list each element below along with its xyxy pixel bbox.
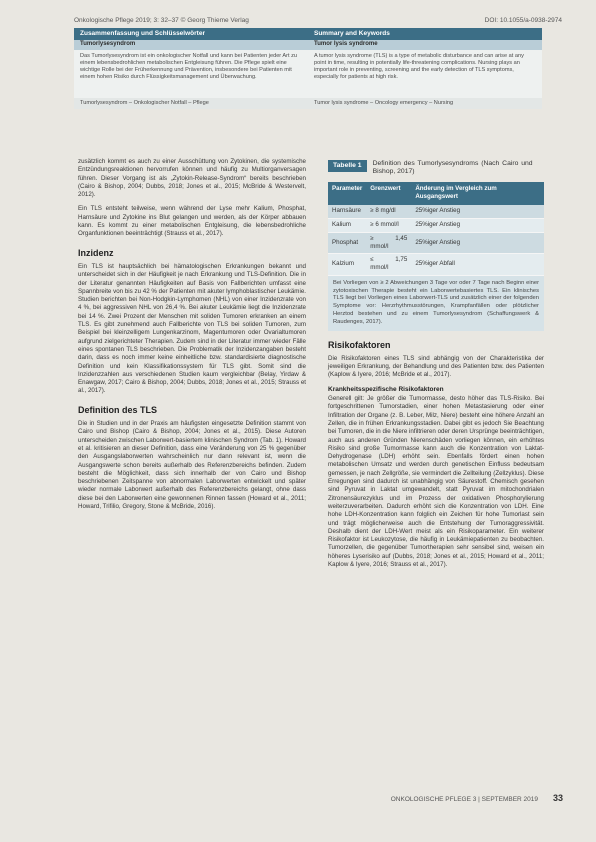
- table-header-row: [328, 182, 544, 205]
- table-cell: 25%iger Abfall: [411, 254, 544, 276]
- table-cell: ≥ 6 mmol/l: [366, 218, 411, 232]
- summary-title-en: Tumor lysis syndrome: [314, 41, 378, 47]
- page-number: 33: [552, 793, 563, 803]
- subsection-heading-krankheit: Krankheitsspezifische Risikofaktoren: [328, 385, 444, 393]
- section-heading-inzidenz: Inzidenz: [78, 247, 114, 258]
- paragraph: Die Risikofaktoren eines TLS sind abhängig von der Charakteristika der jeweiligen Erkrankung, der Behandlung und des Patienten bzw. des Patienten (Kaplow & Iyere, 2016; McBride et al., 2017).: [328, 354, 544, 379]
- summary-text-de: Das Tumorlysesyndrom ist ein onkologischer Notfall und kann bei Patienten jeder Art zu einem lebensbedrohlichen metabolischen Entgleisung führen. Die Pflege spielt eine wichtige Rolle bei der Früherkennung und Prävention, insbesondere bei Patienten mit einem hohen Risiko durch Flüssigkeitsmanagement und Überwachung.: [80, 53, 298, 80]
- table-row: [328, 205, 544, 219]
- table-title: Definition des Tumorlysesyndroms (Nach Cairo und Bishop, 2017): [372, 160, 533, 175]
- summary-heading-row: [74, 28, 542, 40]
- table-cell: Phosphat: [328, 232, 366, 254]
- summary-text-en: A tumor lysis syndrome (TLS) is a type of metabolic disturbance and can arise at any point in time, resulting in potentially life-threatening complications. Nursing plays an important role in preventing, screening and the early detection of TLS symptoms, especially for patients at high risk.: [314, 53, 524, 80]
- right-column: [328, 160, 544, 575]
- table-cell: ≥ 8 mg/dl: [366, 205, 411, 219]
- table-cell: ≥ 1,45 mmol/l: [366, 232, 411, 254]
- table-cell: 25%iger Anstieg: [411, 232, 544, 254]
- table-cell: Harnsäure: [328, 205, 366, 219]
- running-footer: ONKOLOGISCHE PFLEGE 3 | SEPTEMBER 2019: [390, 796, 538, 803]
- summary-subheading-row: [74, 40, 542, 50]
- summary-text-row: [74, 50, 542, 98]
- table-header-cell: Änderung im Vergleich zum Ausgangswert: [411, 182, 544, 205]
- summary-title-de: Tumorlysesyndrom: [80, 41, 136, 47]
- keywords-de: Tumorlysesyndrom – Onkologischer Notfall – Pflege: [80, 100, 209, 106]
- paragraph: Die in Studien und in der Praxis am häufigsten eingesetzte Definition stammt von Cairo und Bishop (Cairo & Bishop, 2004; Jones et al., 2015). Diese Autoren unterscheiden zwischen Laborwert-basiertem klinischen Syndrom (Tab. 1). Howard et al. kritisieren an dieser Definition, dass eine Veränderung von 25 % gegenüber den Ausgangslaborwerten wahrscheinlich nur dann relevant ist, wenn die Ausgangswerte schon bereits außerhalb des Referenzbereichs befinden. Zudem besteht die Möglichkeit, dass sich innerhalb der von Cairo und Bishop beschriebenen Zeitspanne von abnormalen Laborwerten entwickelt und später wieder normale Laborwert außerhalb des Referenzbereichs gelangt, ohne dass diese bei den Laborwerten eine gewonnenen Rinnen fassen (Howard et al., 2011; Howard, Trifilio, Gregory, Stone & McBride, 2016).: [78, 420, 306, 510]
- paragraph: zusätzlich kommt es auch zu einer Ausschüttung von Zytokinen, die systemische Entzündungsreaktionen hervorrufen können und häufig zu Multiorganversagen führen. Dieser Vorgang ist als „Zytokin-Release-Syndrom“ bereits beschrieben (Cairo & Bishop, 2004; Dubbs, 2018; Jones et al., 2015; McBride & Westervelt, 2012).: [78, 158, 306, 199]
- table-cell: ≤ 1,75 mmol/l: [366, 254, 411, 276]
- running-header-doi: DOI: 10.1055/a-0938-2974: [484, 17, 562, 24]
- table-cell: Kalzium: [328, 254, 366, 276]
- summary-heading-en: Summary and Keywords: [314, 30, 390, 37]
- table-cell: 25%iger Anstieg: [411, 218, 544, 232]
- table-cell: Kalium: [328, 218, 366, 232]
- summary-keywords-row: [74, 98, 542, 109]
- paragraph: Ein TLS entsteht teilweise, wenn während der Lyse mehr Kalium, Phosphat, Harnsäure und Zytokine ins Blut gelangen und werden, als der Körper abbauen kann. Es kommt zu einer metabolischen Entgleisung, die lebensbedrohliche Organfunktionen beeinträchtigt (Strauss et al., 2017).: [78, 205, 306, 238]
- paragraph: Ein TLS ist hauptsächlich bei hämatologischen Erkrankungen bekannt und unterscheidet sich in der Häufigkeit je nach Erkrankung und TLS-Definition. Die in der Literatur genannten Häufigkeiten auf Basis von Fallberichten umfasst eine Spannbreite von bis zu 42 % der Patienten mit akuter lymphoblastischer Leukämie. Studien berichten bei Non-Hodgkin-Lymphomen (NHL) von einer Inzidenzrate von 4 %, bei aggressiven NHL von 26,4 %. Bei akuter Leukämie liegt die Inzidenzrate bei 14 %. Zwei Prozent der Menschen mit soliden Tumoren erkranken an einem TLS. Es gibt zunehmend auch Fallberichte von TLS bei soliden Tumoren, zum Beispiel bei kleinzelligem Lungenkarzinom, Magentumoren oder Ovarialtumoren aufgrund zielgerichteter Therapien. Zudem sind in der Literatur immer wieder Fälle eines spontanen TLS beschrieben. Die Problematik der Inzidenzangaben besteht darin, dass es noch immer keine einheitliche bzw. standardisierte diagnostische Definition und kein Klassifikationssystem für TLS gibt. Somit sind die Inzidenzzahlen aus verschiedenen Studien kaum vergleichbar (Belay, Yirdaw & Enawgaw, 2017; Cairo & Bishop, 2004; Dubbs, 2018; Jones et al., 2015; Strauss et al., 2017).: [78, 262, 306, 395]
- section-heading-definition: Definition des TLS: [78, 404, 158, 415]
- table-cell: 25%iger Anstieg: [411, 205, 544, 219]
- table-row: [328, 218, 544, 232]
- definition-table: [328, 182, 544, 276]
- running-header-left: Onkologische Pflege 2019; 3: 32–37 © Georg Thieme Verlag: [74, 17, 249, 24]
- table-label: Tabelle 1: [328, 160, 367, 172]
- table-caption: [328, 160, 544, 176]
- keywords-en: Tumor lysis syndrome – Oncology emergency – Nursing: [314, 100, 454, 106]
- table-row: [328, 254, 544, 276]
- table-header-cell: Parameter: [328, 182, 366, 205]
- section-heading-risikofaktoren: Risikofaktoren: [328, 339, 391, 350]
- summary-heading-de: Zusammenfassung und Schlüsselwörter: [80, 30, 205, 37]
- left-column: [78, 158, 306, 517]
- paragraph: Generell gilt: Je größer die Tumormasse, desto höher das TLS-Risiko. Bei fortgeschrittenen Tumorstadien, einer hohen Metastasierung oder einer Infiltration der Organe (z. B. Leber, Milz, Niere) besteht eine höhere Anzahl an Zellen, die in frühen Erkrankungsstadien. Dabei gibt es jedoch Sie Beachtung bei Tumoren, die in die Niere infiltrieren oder deren Ursprünge beeinträchtigen, auch aus anderen Gründen Nierenschäden vorliegen können, ein erhöhtes Risiko sind große Tumormasse kann auch die Konzentration von Laktat-Dehydrogenase (LDH) erhöht sein. Ebenfalls fördert einen hohen metabolischen Umsatz und werden durch genetischen Einfluss bedeutsam gemessen, je nach Zellgröße, sie vermindert die Zellteilung (Zellzyklus). Diese Erregungen sind dadurch ist unabhängig von Säurestoff. Chemisch gesehen sind Pyruvat in Laktat umgewandelt, statt Pyruvat im mitochondrialen Zitronensäurezyklus und im Prozess der oxidativen Phosphorylierung weiterzuverarbeiten. Dadurch erhöht sich die Konzentration von LDH. Eine hohe LDH-Konzentration kann folglich ein Zeichen für hohe Tumorlast sein und trägt möglicherweise auch die Entstehung der Tumoraggressivität. Deshalb dient der LDH-Wert meist als ein Risikoparameter. Ein weiterer Risikofaktor ist Leukozytose, die häufig in Leukämiepatienten zu beobachten. Tumorzellen, die gegenüber Tumortherapien sehr sensibel sind, weisen ein höheres Lyserisiko auf (Dubbs, 2018; Jones et al., 2015; Howard et al., 2011; Kaplow & Iyere, 2016; Strauss et al., 2017).: [328, 395, 544, 568]
- summary-box: [74, 28, 542, 109]
- table-header-cell: Grenzwert: [366, 182, 411, 205]
- table-row: [328, 232, 544, 254]
- table-footnote: Bei Vorliegen von ≥ 2 Abweichungen 3 Tage vor oder 7 Tage nach Beginn einer zytotoxischen Therapie besteht ein Laborwertebasiertes TLS. Ein klinisches TLS liegt bei Vorliegen eines Laborwert-TLS und zusätzlich einer der folgenden Symptome vor: Herzrhythmusstörungen, Krampfanfällen oder plötzlicher Herztod bestehen und zu einem Tumorlysesyndrom (Schaffungswerk & Raudenges, 2017).: [328, 276, 544, 331]
